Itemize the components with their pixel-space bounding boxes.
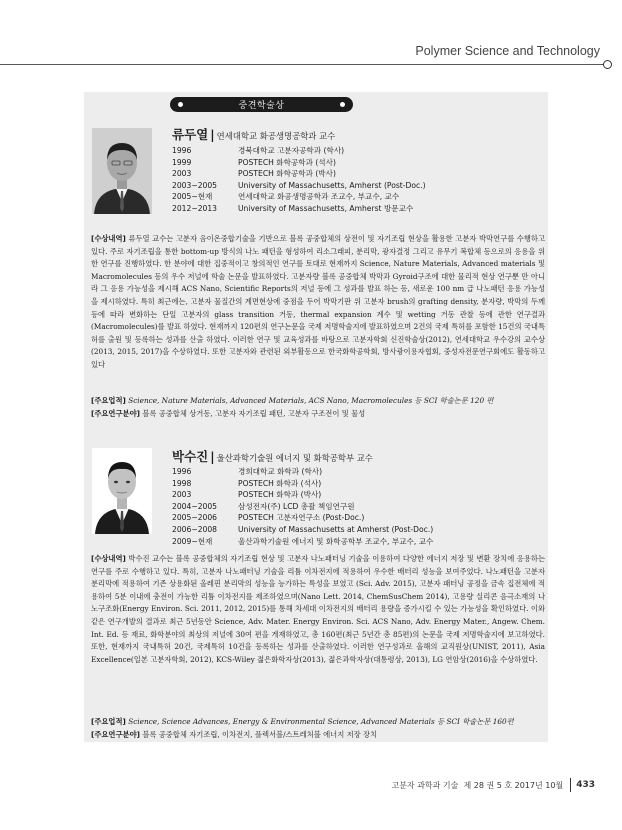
timeline-row: [172, 524, 433, 536]
awardee-affiliation: 연세대학교 화공생명공학과 교수: [216, 131, 336, 141]
timeline-year: 1998: [172, 478, 192, 488]
timeline-year: 1996: [172, 146, 192, 155]
header-ring-ornament: [603, 60, 612, 69]
timeline-row: [172, 478, 433, 490]
page-number: 433: [576, 780, 595, 790]
main-publications: [91, 395, 545, 408]
timeline-row: [172, 512, 433, 524]
bio-tag: [수상내역]: [91, 234, 126, 243]
timeline-year: 2005~현재: [172, 192, 213, 202]
footer-separator: [570, 778, 571, 792]
timeline-year: 2003: [172, 490, 192, 500]
timeline-year: 2003~2005: [172, 180, 218, 190]
main-pubs-text: Science, Nature Materials, Advanced Materials, ACS Nano, Macromolecules 등 SCI 학술논문 120 편: [128, 396, 494, 405]
main-pubs-tag: [주요업적]: [91, 396, 126, 405]
portrait-photo: [92, 448, 152, 534]
timeline-row: [172, 191, 426, 203]
timeline-row: [172, 203, 426, 215]
timeline-row: [172, 157, 426, 169]
career-timeline: [172, 466, 433, 547]
timeline-desc: 경북대학교 고분자공학과 (학사): [238, 146, 345, 155]
timeline-desc: POSTECH 화학과 (박사): [238, 490, 322, 500]
main-pubs-text: Science, Science Advances, Energy & Environmental Science, Advanced Materials 등 SCI 학술논문 160편: [128, 717, 514, 726]
timeline-desc: 경희대학교 화학과 (학사): [238, 467, 323, 476]
timeline-year: 1999: [172, 157, 192, 167]
award-description: [91, 233, 545, 372]
timeline-desc: 연세대학교 화공생명공학과 조교수, 부교수, 교수: [238, 192, 400, 202]
bio-text: 류두열 교수는 고분자 음이온중합기술을 기반으로 블록 공중합체의 상전이 및 자기조립 현상을 활용한 고분자 박막연구를 수행하고 있다. 주로 자기조립을 통한 bottom-up 방식의 나노 패턴을 형성하여 리소그래피, 분리막, 광자결정 그리고 유무기 복합체 등으로의 응용을 위한 연구를 진행하였다. 한 분야에 대한 집중적이고 창의적인 연구를 토대로 현재까지 Science, Nature Materials, Advanced materials 및 Macromolecules 등의 우수 저널에 학술 논문을 발표하였다. 고분자량 블록 공중합체 박막과 Gyroid구조에 대한 물리적 현상 연구뿐 만 아니라 그 응용 가능성을 제시해 ACS Nano, Scientific Reports의 저널 등에 그 성과를 발표 하는 등, 새로운 100 nm 급 나노패턴 응용 가능성을 제시하였다. 특히 최근에는, 고분자 물질간의 계면현상에 중점을 두어 박막기판 위 고분자 brush의 grafting density, 분자량, 박막의 두께 등에 따라 변화하는 단일 고분자의 glass transition 거동, thermal expansion 계수 및 wetting 거동 관찰 등에 관한 연구결과(Macromolecules)를 발표 하였다. 현재까지 120편의 연구논문을 국제 저명학술지에 발표하였으며 2건의 국제 특허를 포함한 15건의 국내특허를 출원 및 등록하는 성과를 산출 하였다. 이러한 연구 및 교육성과를 바탕으로 고분자학회 신진학술상(2012), 연세대학교 우수강의 교수상(2013, 2015, 2017)을 수상하였다. 또한 고분자와 관련된 외부활동으로 한국화학공학회, 방사광이용자협회, 중성자전문연구회에도 활동하고 있다: [91, 234, 545, 369]
awardee-name-line: 박수진 | 울산과학기술원 에너지 및 화학공학부 교수: [172, 449, 373, 464]
timeline-row: [172, 180, 426, 192]
awardee-name: 박수진: [172, 449, 209, 464]
awardee-name: 류두열: [172, 127, 209, 142]
career-timeline: [172, 145, 426, 215]
awardee-affiliation: 울산과학기술원 에너지 및 화학공학부 교수: [216, 453, 373, 463]
timeline-desc: 울산과학기술원 에너지 및 화학공학부 조교수, 부교수, 교수: [238, 536, 434, 546]
header-rule: [0, 64, 606, 65]
timeline-year: 2003: [172, 169, 192, 179]
award-description: [91, 553, 545, 666]
timeline-year: 2004~2005: [172, 501, 218, 511]
bio-tag: [수상내역]: [91, 554, 126, 563]
timeline-row: [172, 466, 433, 478]
research-fields: [91, 729, 545, 742]
page-footer: [391, 778, 595, 792]
awardee-name-line: 류두열 | 연세대학교 화공생명공학과 교수: [172, 127, 336, 142]
timeline-year: 2005~2006: [172, 513, 218, 523]
bio-text: 박수진 교수는 블록 공중합체의 자기조립 현상 및 고분자 나노패터닝 기술을 이용하여 다양한 에너지 저장 및 변환 장치에 응용하는 연구를 주로 수행하고 있다. 특히, 고분자 나노패터닝 기술을 리튬 이차전지에 적용하여 우수한 배터리 성능을 보여주었다. 나노패턴을 고분자 분리막에 적용하여 기존 상용화된 올레핀 분리막의 성능을 능가하는 특성을 보였고 (Sci. Adv. 2015), 고분자 패터닝 공정을 금속 집전체에 적용하여 5분 이내에 충전이 가능한 리튬 이차전지를 제조하였으며(Nano Lett. 2014, ChemSusChem 2014), 고용량 실리콘 음극소재의 나노구조화(Energy Environ. Sci. 2011, 2012, 2015)를 통해 차세대 이차전지의 배터리 용량을 증가시킬 수 있는 가능성을 확인하였다. 이와 같은 연구개발의 결과로 최근 5년동안 Science, Adv. Mater. Energy Environ. Sci. ACS Nano, Adv. Energy Mater., Angew. Chem. Int. Ed. 등 재료, 화학분야의 최상의 저널에 30여 편을 게재하였고, 총 160편(최근 5년간 총 85편)의 논문을 국제 저명학술지에 보고하였다. 또한, 현재까지 국내특허 20건, 국제특허 10건을 등록하는 성과를 산출하였다. 이러한 연구성과로 올해의 교직원상(UNIST, 2011), Asia Excellence(일본 고분자학회, 2012), KCS-Wiley 젊은화학자상(2013), 젊은과학자상(대통령상, 2013), LG 연암상(2016)을 수상하였다.: [91, 554, 545, 664]
timeline-desc: University of Massachusetts, Amherst 방문교수: [238, 203, 414, 213]
section-banner: [170, 97, 353, 112]
timeline-desc: POSTECH 화학공학과 (석사): [238, 157, 336, 167]
portrait-photo: [92, 128, 152, 214]
timeline-desc: POSTECH 화학공학과 (박사): [238, 169, 336, 179]
timeline-row: [172, 501, 433, 513]
research-fields: [91, 408, 545, 421]
timeline-year: 2009~현재: [172, 536, 213, 546]
research-text: 블록 공중합체 자기조립, 이차전지, 플렉서블/스트레처블 에너지 저장 장치: [142, 730, 378, 739]
main-pubs-tag: [주요업적]: [91, 717, 126, 726]
research-text: 블록 공중합체 상거동, 고분자 자기조립 패턴, 고분자 구조전이 및 물성: [142, 409, 366, 418]
timeline-desc: POSTECH 고분자연구소 (Post-Doc.): [238, 513, 365, 523]
timeline-desc: POSTECH 화학과 (석사): [238, 478, 322, 488]
timeline-row: [172, 145, 426, 157]
timeline-year: 2012~2013: [172, 203, 218, 213]
timeline-row: [172, 168, 426, 180]
timeline-row: [172, 536, 433, 548]
footer-issue: 제 28 권 5 호 2017년 10월: [463, 780, 564, 790]
timeline-year: 2006~2008: [172, 524, 218, 534]
banner-dot-right: [340, 102, 345, 107]
research-tag: [주요연구분야]: [91, 409, 140, 418]
timeline-desc: University of Massachusetts, Amherst (Post-Doc.): [238, 180, 426, 190]
journal-title: Polymer Science and Technology: [415, 44, 600, 58]
footer-journal: 고분자 과학과 기술: [391, 780, 459, 790]
timeline-row: [172, 489, 433, 501]
section-title: 중견학술상: [238, 101, 285, 111]
timeline-desc: 삼성전자(주) LCD 총괄 책임연구원: [238, 501, 355, 511]
banner-dot-left: [178, 102, 183, 107]
research-tag: [주요연구분야]: [91, 730, 140, 739]
timeline-year: 1996: [172, 467, 192, 476]
main-publications: [91, 716, 545, 729]
timeline-desc: University of Massachusetts at Amherst (Post-Doc.): [238, 524, 434, 534]
